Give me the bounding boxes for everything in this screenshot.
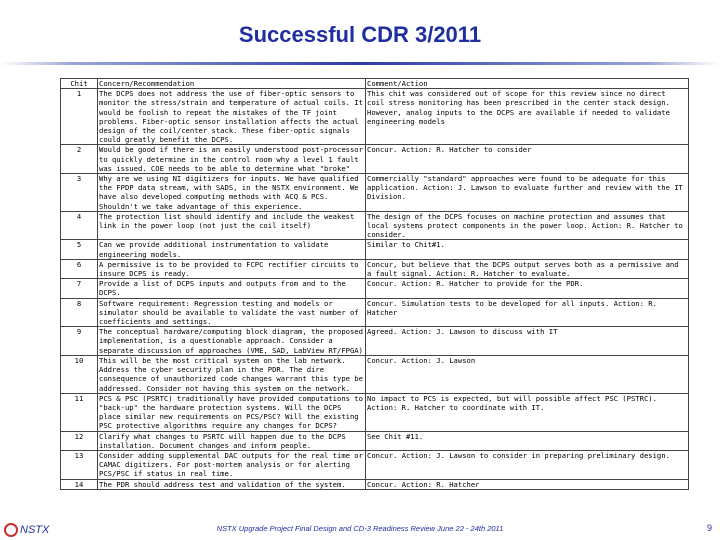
- table-row: [61, 327, 689, 356]
- chit-number: 1: [61, 89, 98, 145]
- table-row: [61, 211, 689, 240]
- table-row: [61, 240, 689, 259]
- table-row: [61, 355, 689, 393]
- table-header-row: [61, 79, 689, 89]
- table-row: [61, 259, 689, 278]
- chit-number: 5: [61, 240, 98, 259]
- comment-cell: Concur. Action: J. Lawson to consider in preparing preliminary design.: [366, 450, 689, 479]
- comment-cell: Concur, but believe that the DCPS output serves both as a permissive and a fault signal. Action: R. Hatcher to evaluate.: [366, 259, 689, 278]
- comment-cell: Agreed. Action: J. Lawson to discuss with IT: [366, 327, 689, 356]
- table-row: [61, 431, 689, 450]
- concern-cell: Consider adding supplemental DAC outputs for the real time or CAMAC digitizers. For post-mortem analysis or for alerting PCS/PSC if status in real time.: [98, 450, 366, 479]
- table-row: [61, 145, 689, 174]
- concern-cell: The PDR should address test and validation of the system.: [98, 479, 366, 489]
- chit-number: 2: [61, 145, 98, 174]
- chit-number: 10: [61, 355, 98, 393]
- concern-cell: PCS & PSC (PSRTC) traditionally have provided computations to "back-up" the hardware protection systems. Will the DCPS place similar new requirements on PCS/PSC? Will the existing PSC protective algorithms require any changes for DCPS?: [98, 393, 366, 431]
- table-row: [61, 450, 689, 479]
- table-row: [61, 279, 689, 298]
- chit-number: 11: [61, 393, 98, 431]
- concern-cell: Would be good if there is an easily understood post-processor to quickly determine in the control room why a level 1 fault was issued. COE needs to be able to determine what "broke": [98, 145, 366, 174]
- chit-number: 12: [61, 431, 98, 450]
- table-row: [61, 298, 689, 327]
- chit-number: 14: [61, 479, 98, 489]
- comment-cell: Concur. Action: R. Hatcher to consider: [366, 145, 689, 174]
- chit-number: 13: [61, 450, 98, 479]
- nstx-logo-text: NSTX: [20, 524, 50, 536]
- concern-cell: Why are we using NI digitizers for inputs. We have qualified the FPDP data stream, with SADS, in the NSTX environment. We have also developed computing methods with ACQ & PCS. Shouldn't we take advantage of this experience.: [98, 174, 366, 212]
- comment-cell: Similar to Chit#1.: [366, 240, 689, 259]
- page-title: Successful CDR 3/2011: [238, 22, 482, 47]
- header-concern: Concern/Recommendation: [98, 79, 366, 89]
- chit-number: 3: [61, 174, 98, 212]
- comment-cell: Concur. Action: J. Lawson: [366, 355, 689, 393]
- comment-cell: Concur. Action: R. Hatcher: [366, 479, 689, 489]
- comment-cell: The design of the DCPS focuses on machine protection and assumes that local systems protect components in the power loop. Action: R. Hatcher to consider.: [366, 211, 689, 240]
- concern-cell: This will be the most critical system on the lab network. Address the cyber security plan in the PDR. The dire consequence of unauthorized code changes warrant this type be addressed. Consider not having this system on the network.: [98, 355, 366, 393]
- comment-cell: See Chit #11.: [366, 431, 689, 450]
- table-row: [61, 393, 689, 431]
- comment-cell: Concur. Action: R. Hatcher to provide for the PDR.: [366, 279, 689, 298]
- concern-cell: The DCPS does not address the use of fiber-optic sensors to monitor the stress/strain and temperature of actual coils. It would be foolish to repeat the mistakes of the TF joint problems. Fiber-optic sensor installation affects the actual design of the coil/center stack. These fiber-optic signals could greatly benefit the DCPS.: [98, 89, 366, 145]
- concern-cell: Software requirement: Regression testing and models or simulator should be available to validate the vast number of coefficients and settings.: [98, 298, 366, 327]
- header-comment: Comment/Action: [366, 79, 689, 89]
- concern-cell: The conceptual hardware/computing block diagram, the proposed implementation, is a questionable approach. Consider a separate discussion of approaches (VME, SAD, LabView RT/FPGA): [98, 327, 366, 356]
- concern-cell: Clarify what changes to PSRTC will happen due to the DCPS installation. Document changes and inform people.: [98, 431, 366, 450]
- table-row: [61, 174, 689, 212]
- concern-cell: A permissive is to be provided to FCPC rectifier circuits to insure DCPS is ready.: [98, 259, 366, 278]
- table-row: [61, 479, 689, 489]
- chit-number: 6: [61, 259, 98, 278]
- comment-cell: No impact to PCS is expected, but will possible affect PSC (PSTRC). Action: R. Hatcher to coordinate with IT.: [366, 393, 689, 431]
- chit-number: 7: [61, 279, 98, 298]
- chit-table: [60, 78, 689, 490]
- comment-cell: Commercially "standard" approaches were found to be adequate for this application. Action: J. Lawson to evaluate further and review with the IT Division.: [366, 174, 689, 212]
- header-chit: Chit: [61, 79, 98, 89]
- concern-cell: The protection list should identify and include the weakest link in the power loop (not just the coil itself): [98, 211, 366, 240]
- comment-cell: Concur. Simulation tests to be developed for all inputs. Action: R. Hatcher: [366, 298, 689, 327]
- chit-number: 4: [61, 211, 98, 240]
- table-row: [61, 89, 689, 145]
- chit-number: 8: [61, 298, 98, 327]
- chit-number: 9: [61, 327, 98, 356]
- title-divider: [0, 62, 720, 65]
- page-number: 9: [706, 523, 712, 533]
- concern-cell: Provide a list of DCPS inputs and outputs from and to the DCPS.: [98, 279, 366, 298]
- footer-caption: NSTX Upgrade Project Final Design and CD-3 Readiness Review June 22 - 24th 2011: [216, 524, 504, 533]
- concern-cell: Can we provide additional instrumentation to validate engineering models.: [98, 240, 366, 259]
- comment-cell: This chit was considered out of scope for this review since no direct coil stress monitoring has been prescribed in the center stack design. However, analog inputs to the DCPS are available if needed to validate engineering models: [366, 89, 689, 145]
